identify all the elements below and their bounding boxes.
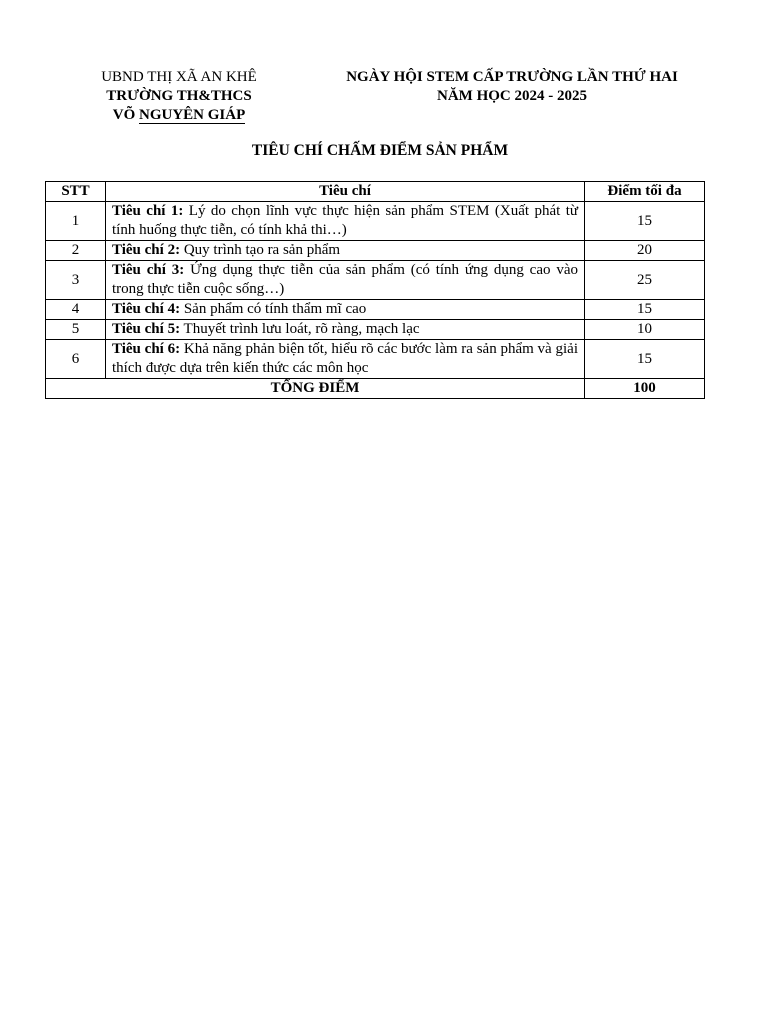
column-header-criteria: Tiêu chí xyxy=(106,182,585,202)
row-stt: 1 xyxy=(46,202,106,241)
row-points: 25 xyxy=(585,261,705,300)
criterion-text: Quy trình tạo ra sản phẩm xyxy=(180,242,341,258)
total-row xyxy=(46,379,705,399)
school-name-line1: TRƯỜNG TH&THCS xyxy=(106,88,252,104)
row-stt: 6 xyxy=(46,340,106,379)
event-name: NGÀY HỘI STEM CẤP TRƯỜNG LẦN THỨ HAI xyxy=(346,69,678,85)
criterion-text: Sản phẩm có tính thẩm mĩ cao xyxy=(180,301,367,317)
column-header-stt: STT xyxy=(46,182,106,202)
event-header xyxy=(318,68,706,106)
school-year: NĂM HỌC 2024 - 2025 xyxy=(437,88,587,104)
criterion-name: Tiêu chí 5: xyxy=(112,321,181,337)
criterion-name: Tiêu chí 1: xyxy=(112,203,184,219)
criterion-name: Tiêu chí 6: xyxy=(112,341,181,357)
school-name-prefix: VÕ xyxy=(112,107,139,123)
table-header-row xyxy=(46,182,705,202)
school-name-underlined: NGUYÊN GIÁP xyxy=(138,107,246,123)
column-header-max-points: Điểm tối đa xyxy=(585,182,705,202)
row-criterion xyxy=(106,202,585,241)
criterion-text: Lý do chọn lĩnh vực thực hiện sản phẩm STEM (Xuất phát từ tính huống thực tiễn, có tính khả thi…) xyxy=(112,203,578,238)
row-stt: 4 xyxy=(46,300,106,320)
school-header xyxy=(70,68,288,125)
row-stt: 2 xyxy=(46,241,106,261)
district-name: UBND THỊ XÃ AN KHÊ xyxy=(101,69,257,85)
school-name-line2 xyxy=(70,106,288,125)
page-title: TIÊU CHÍ CHẤM ĐIỂM SẢN PHẨM xyxy=(251,142,509,159)
criterion-text: Thuyết trình lưu loát, rõ ràng, mạch lạc xyxy=(180,321,420,337)
row-criterion xyxy=(106,300,585,320)
total-label: TỔNG ĐIỂM xyxy=(46,379,585,399)
criterion-name: Tiêu chí 2: xyxy=(112,242,181,258)
row-points: 15 xyxy=(585,340,705,379)
row-points: 20 xyxy=(585,241,705,261)
criterion-text: Khả năng phản biện tốt, hiểu rõ các bước làm ra sản phẩm và giải thích được dựa trên kiến thức các môn học xyxy=(112,341,578,376)
row-stt: 5 xyxy=(46,320,106,340)
total-value: 100 xyxy=(585,379,705,399)
row-points: 15 xyxy=(585,202,705,241)
table-row xyxy=(46,241,705,261)
table-row xyxy=(46,300,705,320)
row-points: 10 xyxy=(585,320,705,340)
table-row xyxy=(46,261,705,300)
table-row xyxy=(46,340,705,379)
row-criterion xyxy=(106,261,585,300)
table-row xyxy=(46,202,705,241)
criteria-table xyxy=(45,181,705,399)
row-criterion xyxy=(106,340,585,379)
criterion-text: Ứng dụng thực tiễn của sản phẩm (có tính ứng dụng cao vào trong thực tiễn cuộc sống…) xyxy=(112,262,578,297)
row-criterion xyxy=(106,241,585,261)
row-stt: 3 xyxy=(46,261,106,300)
row-criterion xyxy=(106,320,585,340)
row-points: 15 xyxy=(585,300,705,320)
table-row xyxy=(46,320,705,340)
criterion-name: Tiêu chí 4: xyxy=(112,301,181,317)
criterion-name: Tiêu chí 3: xyxy=(112,262,185,278)
